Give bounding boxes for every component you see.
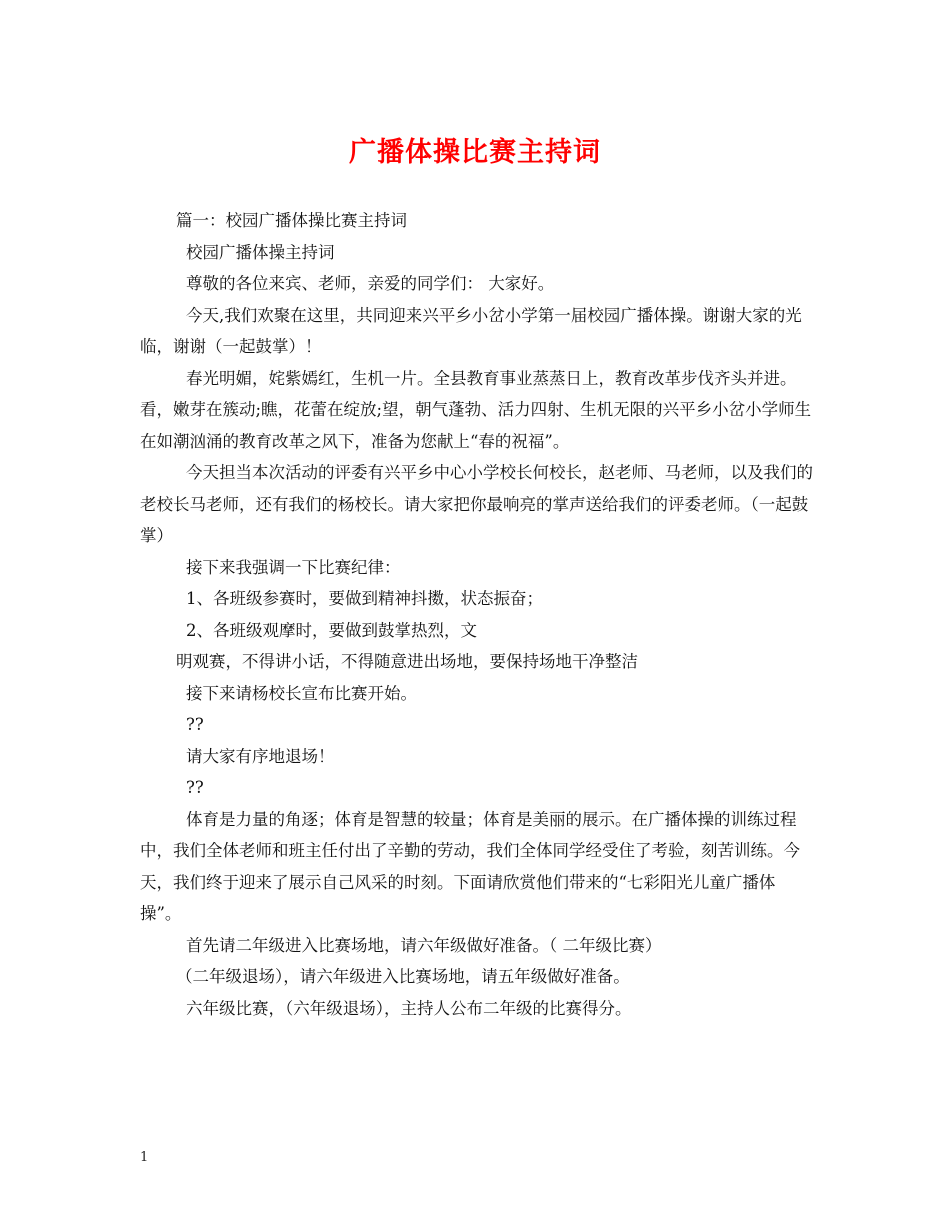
rule-1-paragraph: 1、各班级参赛时，要做到精神抖擞，状态振奋； <box>186 589 543 608</box>
greeting-paragraph: 尊敬的各位来宾、老师，亲爱的同学们： 大家好。 <box>186 274 555 293</box>
section-heading: 篇一：校园广播体操比赛主持词 <box>176 211 407 230</box>
subtitle-paragraph: 校园广播体操主持词 <box>186 242 335 262</box>
spring-paragraph: 春光明媚，姹紫嫣红，生机一片。全县教育事业蒸蒸日上，教育改革步伐齐头并进。看，嫩芽在簇动;瞧，花蕾在绽放;望，朝气蓬勃、活力四射、生机无限的兴平乡小岔小学师生在如潮汹涌的教育改革之风下，准备为您献上“春的祝福”。 <box>140 368 812 451</box>
grade2-exit-paragraph: （二年级退场），请六年级进入比赛场地，请五年级做好准备。 <box>176 967 630 986</box>
welcome-paragraph: 今天,我们欢聚在这里，共同迎来兴平乡小岔小学第一届校园广播体操。谢谢大家的光临，谢谢（一起鼓掌）！ <box>140 305 802 356</box>
exit-paragraph: 请大家有序地退场！ <box>186 746 335 766</box>
document-body <box>140 205 815 1024</box>
rule-2-paragraph: 2、各班级观摩时，要做到鼓掌热烈，文 <box>186 620 477 640</box>
rule-2-continued-paragraph: 明观赛，不得讲小话，不得随意进出场地，要保持场地干净整洁 <box>176 652 638 671</box>
grade2-enter-paragraph: 首先请二年级进入比赛场地，请六年级做好准备。（ 二年级比赛） <box>186 935 662 955</box>
grade6-paragraph: 六年级比赛，（六年级退场），主持人公布二年级的比赛得分。 <box>186 998 632 1018</box>
start-announcement-paragraph: 接下来请杨校长宣布比赛开始。 <box>186 683 417 703</box>
placeholder-paragraph: ?? <box>186 778 204 797</box>
judges-paragraph: 今天担当本次活动的评委有兴平乡中心小学校长何校长，赵老师、马老师，以及我们的老校长马老师，还有我们的杨校长。请大家把你最响亮的掌声送给我们的评委老师。（一起鼓掌） <box>140 463 813 545</box>
rules-intro-paragraph: 接下来我强调一下比赛纪律： <box>186 557 401 577</box>
page-number: 1 <box>140 1150 149 1165</box>
sports-paragraph: 体育是力量的角逐；体育是智慧的较量；体育是美丽的展示。在广播体操的训练过程中，我们全体老师和班主任付出了辛勤的劳动，我们全体同学经受住了考验，刻苦训练。今天，我们终于迎来了展示自己风采的时刻。下面请欣赏他们带来的“七彩阳光儿童广播体操”。 <box>140 809 800 923</box>
document-title: 广播体操比赛主持词 <box>349 137 601 168</box>
placeholder-paragraph: ?? <box>186 715 204 734</box>
